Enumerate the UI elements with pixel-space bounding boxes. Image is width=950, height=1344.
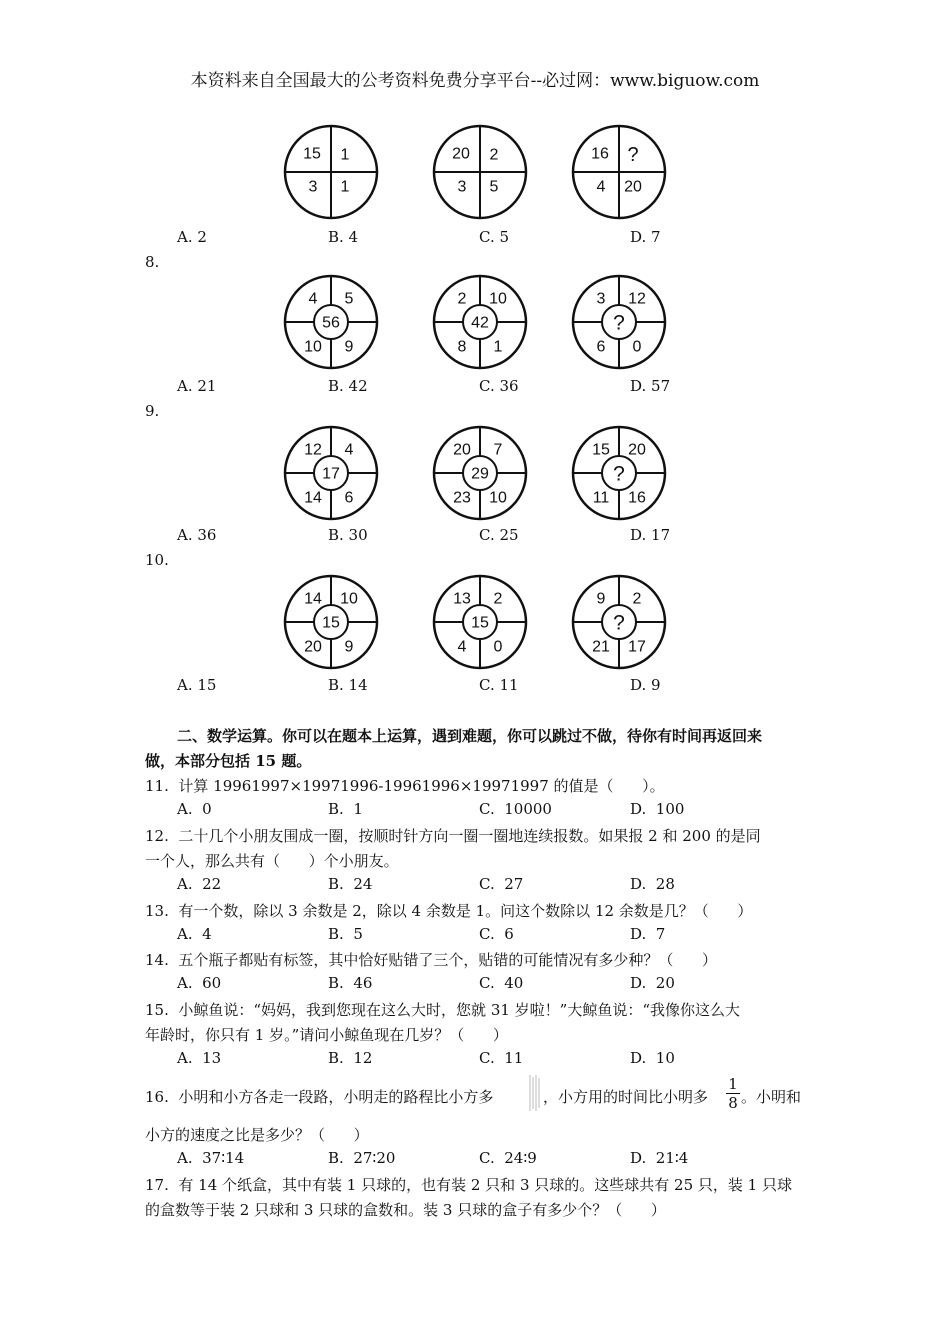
number-circle [570,273,668,371]
circle-value-tl: 12 [304,441,322,459]
circle-value-bl: 4 [457,638,467,656]
circle-value-bl: 3 [457,178,467,196]
number-circle [570,123,668,221]
number-circle [431,424,529,522]
section2-heading: 二、数学运算。你可以在题本上运算，遇到难题，你可以跳过不做，待你有时间再返回来 [177,727,763,745]
option-d: D. 57 [630,377,671,395]
circle-value-tl: 13 [453,590,471,608]
page-header: 本资料来自全国最大的公考资料免费分享平台--必过网：www.biguow.com [190,71,760,91]
circle-value-br: 1 [493,338,503,356]
option-c: C. 24∶9 [479,1149,537,1167]
q15-text-cont: 年龄时，你只有 1 岁。”请问小鲸鱼现在几岁？（ ） [145,1026,508,1044]
q9-number: 9. [145,402,160,420]
q9-options [177,526,817,548]
circle-value-center: 29 [471,465,489,483]
circle-value-bl: 10 [304,338,322,356]
q12-text: 12. 二十几个小朋友围成一圈，按顺时针方向一圈一圈地连续报数。如果报 2 和 200 的是同 [145,827,761,845]
option-c: C. 11 [479,1049,524,1067]
option-a: A. 2 [177,228,207,246]
circle-value-tr: 12 [628,290,646,308]
q17-text: 17. 有 14 个纸盒，其中有装 1 只球的，也有装 2 只和 3 只球的。这些球共有 25 只，装 1 只球 [145,1176,792,1194]
garbled-fraction-image [528,1073,542,1113]
circle-value-bl: 21 [592,638,610,656]
option-b: B. 27∶20 [328,1149,396,1167]
option-a: A. 36 [177,526,217,544]
circle-value-tr: 2 [489,146,499,164]
option-d: D. 10 [630,1049,675,1067]
circle-value-br: 17 [628,638,646,656]
q16-text-part3: 。小明和 [741,1088,802,1106]
option-b: B. 46 [328,974,373,992]
option-a: A. 15 [177,676,217,694]
circle-value-bl: 20 [304,638,322,656]
fraction-denominator: 8 [728,1094,738,1112]
q12-text-cont: 一个人，那么共有（ ）个小朋友。 [145,852,399,870]
number-circle [431,573,529,671]
q11-text: 11. 计算 19961997×19971996-19961996×19971997 的值是（ ）。 [145,777,665,795]
circle-value-tl: 20 [452,145,470,163]
circle-value-br: 16 [628,489,646,507]
circle-value-center: 15 [471,614,489,632]
q14-text: 14. 五个瓶子都贴有标签，其中恰好贴错了三个，贴错的可能情况有多少种？（ ） [145,951,718,969]
q14-options [177,974,817,996]
circle-value-tl: 16 [591,145,609,163]
number-circle [282,424,380,522]
q7-options [177,228,817,250]
option-c: C. 27 [479,875,524,893]
circle-value-tr: 2 [493,590,503,608]
q15-text: 15. 小鲸鱼说：“妈妈，我到您现在这么大时，您就 31 岁啦！”大鲸鱼说：“我像你这么大 [145,1001,741,1019]
circle-value-tr: 5 [344,290,354,308]
circle-value-tr: 10 [340,590,358,608]
circle-value-tl: 15 [303,145,321,163]
circle-value-br: 6 [344,489,354,507]
option-d: D. 28 [630,875,675,893]
q16-text-cont: 小方的速度之比是多少？（ ） [145,1126,369,1144]
option-b: B. 42 [328,377,368,395]
q15-options [177,1049,817,1071]
option-b: B. 4 [328,228,359,246]
option-a: A. 22 [177,875,222,893]
option-b: B. 14 [328,676,368,694]
circle-value-br: 9 [344,638,354,656]
circle-value-tr: 1 [340,146,350,164]
q10-number: 10. [145,551,169,569]
q17-text-cont: 的盒数等于装 2 只球和 3 只球的盒数和。装 3 只球的盒子有多少个？（ ） [145,1201,666,1219]
fraction-one-eighth [726,1075,740,1112]
circle-value-tr: 4 [344,441,354,459]
q13-options [177,925,817,947]
option-a: A. 37∶14 [177,1149,245,1167]
circle-value-center: 42 [471,314,489,332]
section2-heading-cont: 做，本部分包括 15 题。 [145,752,312,770]
circle-value-tr: 2 [632,590,642,608]
circle-value-bl: 4 [596,178,606,196]
number-circle [570,573,668,671]
option-d: D. 21∶4 [630,1149,689,1167]
option-a: A. 21 [177,377,217,395]
option-a: A. 13 [177,1049,222,1067]
option-d: D. 7 [630,925,666,943]
number-circle [282,573,380,671]
circle-value-tl: 2 [457,290,467,308]
option-c: C. 25 [479,526,519,544]
circle-value-tl: 20 [453,441,471,459]
option-c: C. 5 [479,228,510,246]
circle-value-br: 9 [344,338,354,356]
circle-value-tl: 3 [596,290,606,308]
option-b: B. 24 [328,875,373,893]
option-a: A. 4 [177,925,212,943]
option-b: B. 5 [328,925,363,943]
option-d: D. 9 [630,676,661,694]
option-b: B. 1 [328,800,363,818]
q8-number: 8. [145,253,160,271]
number-circle [282,123,380,221]
circle-value-br: 20 [624,178,642,196]
circle-value-bl: 3 [308,178,318,196]
circle-value-tl: 4 [308,290,318,308]
q12-options [177,875,817,897]
number-circle [282,273,380,371]
circle-value-bl: 6 [596,338,606,356]
q16-options [177,1149,817,1171]
circle-value-bl: 8 [457,338,467,356]
circle-value-br: 0 [632,338,642,356]
fraction-numerator: 1 [726,1075,740,1094]
q10-options [177,676,817,698]
q8-options [177,377,817,399]
number-circle [570,424,668,522]
circle-value-tl: 15 [592,441,610,459]
circle-value-tr: 10 [489,290,507,308]
q13-text: 13. 有一个数，除以 3 余数是 2，除以 4 余数是 1。问这个数除以 12 余数是几？（ ） [145,902,753,920]
option-c: C. 10000 [479,800,552,818]
circle-value-center: ? [613,462,625,486]
option-b: B. 30 [328,526,368,544]
circle-value-tl: 14 [304,590,322,608]
circle-value-br: 10 [489,489,507,507]
q16-text-part1: 16. 小明和小方各走一段路，小明走的路程比小方多 [145,1088,494,1106]
number-circle [431,123,529,221]
option-c: C. 40 [479,974,524,992]
option-c: C. 11 [479,676,519,694]
circle-value-bl: 23 [453,489,471,507]
option-d: D. 17 [630,526,671,544]
option-c: C. 6 [479,925,514,943]
circle-value-br: 5 [489,178,499,196]
circle-value-bl: 11 [592,489,610,507]
circle-value-center: 17 [322,465,340,483]
option-a: A. 60 [177,974,222,992]
circle-value-br: 1 [340,178,350,196]
option-d: D. 7 [630,228,661,246]
circle-value-center: 56 [322,314,340,332]
circle-value-br: 0 [493,638,503,656]
circle-value-tr: 7 [493,441,503,459]
circle-value-tr: ? [627,144,639,166]
option-a: A. 0 [177,800,212,818]
q11-options [177,800,817,822]
circle-value-center: 15 [322,614,340,632]
circle-value-tl: 9 [596,590,606,608]
circle-value-center: ? [613,311,625,335]
option-c: C. 36 [479,377,519,395]
q16-text-part2: ，小方用的时间比小明多 [543,1088,709,1106]
option-d: D. 20 [630,974,675,992]
number-circle [431,273,529,371]
option-d: D. 100 [630,800,685,818]
circle-value-bl: 14 [304,489,322,507]
circle-value-tr: 20 [628,441,646,459]
circle-value-center: ? [613,611,625,635]
option-b: B. 12 [328,1049,373,1067]
